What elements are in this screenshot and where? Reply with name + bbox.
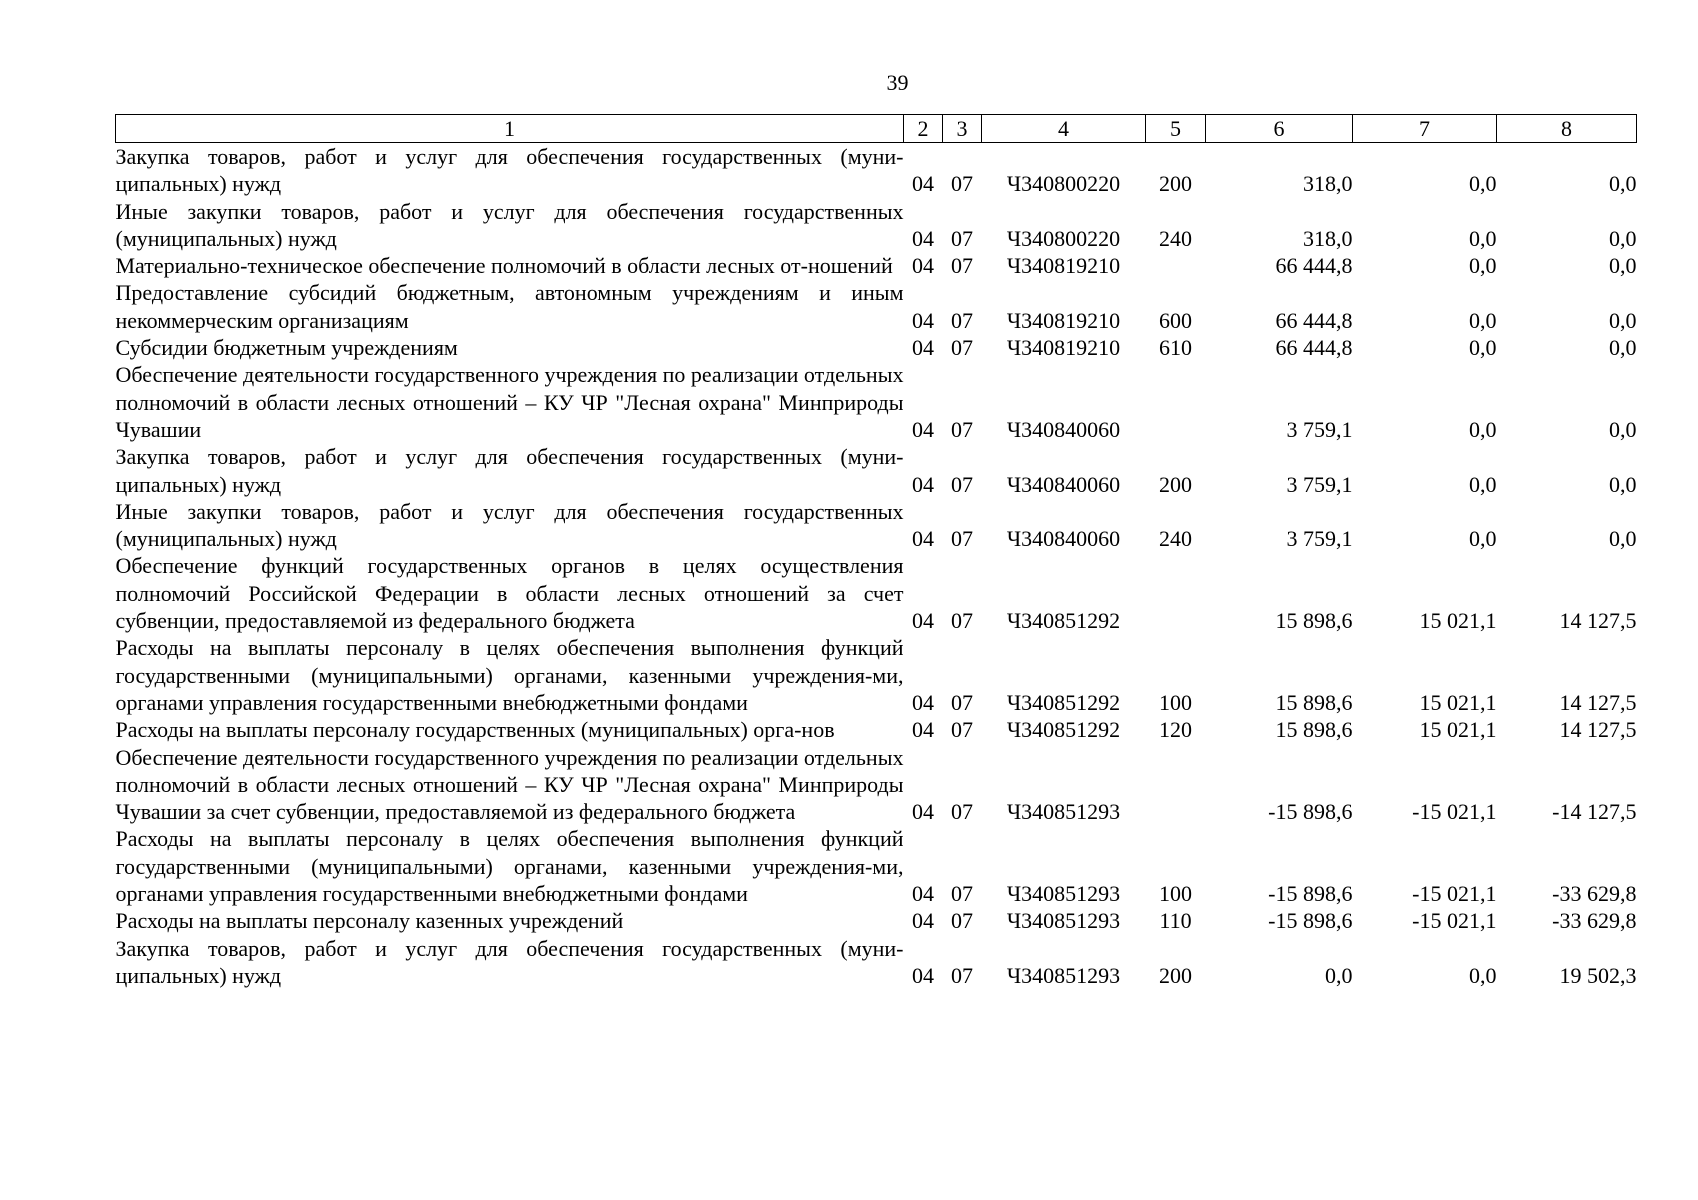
row-description: Обеспечение функций государственных органов в целях осуществления полномочий Российской Федерации в области лесных отношений за счет субвенции, предоставляемой из федерального бюджета xyxy=(115,553,904,634)
header-cell-7: 7 xyxy=(1353,115,1497,143)
row-expense-type xyxy=(1146,361,1206,443)
row-description: Обеспечение деятельности государственного учреждения по реализации отдельных полномочий в области лесных отношений – КУ ЧР "Лесная охрана" Минприроды Чувашии за счет субвенции, предоставляемой из федерального бюджета xyxy=(115,744,904,825)
header-cell-8: 8 xyxy=(1497,115,1637,143)
row-target-article: Ч340851293 xyxy=(1006,908,1121,934)
row-subsection-code: 07 xyxy=(951,225,973,251)
row-amount-col7: 0,0 xyxy=(1469,471,1497,497)
row-expense-type: 200 xyxy=(1159,471,1192,497)
row-amount-col6: 318,0 xyxy=(1303,225,1353,251)
row-expense-type: 240 xyxy=(1159,225,1192,251)
header-cell-6: 6 xyxy=(1206,115,1353,143)
table-row xyxy=(116,361,1637,443)
row-subsection-code: 07 xyxy=(951,335,973,361)
row-amount-col8: 0,0 xyxy=(1609,416,1637,442)
row-description: Расходы на выплаты персоналу в целях обеспечения выполнения функций государственными (муниципальными) органами, казенными учреждения-ми, органами управления государственными внебюджетными фондами xyxy=(115,635,904,715)
row-amount-col6: 3 759,1 xyxy=(1286,526,1353,552)
row-amount-col7: 0,0 xyxy=(1469,225,1497,251)
row-expense-type: 610 xyxy=(1159,335,1192,361)
table-row xyxy=(116,552,1637,634)
row-expense-type: 110 xyxy=(1159,908,1192,934)
row-amount-col7: -15 021,1 xyxy=(1412,881,1497,907)
row-amount-col7: 0,0 xyxy=(1469,253,1497,279)
row-amount-col6: 0,0 xyxy=(1325,962,1353,988)
row-expense-type: 120 xyxy=(1159,717,1192,743)
row-amount-col8: 14 127,5 xyxy=(1559,689,1637,715)
row-amount-col6: 15 898,6 xyxy=(1275,717,1353,743)
row-expense-type: 200 xyxy=(1159,962,1192,988)
row-section-code: 04 xyxy=(912,608,934,634)
table-row xyxy=(116,744,1637,826)
row-amount-col6: -15 898,6 xyxy=(1268,881,1353,907)
row-subsection-code: 07 xyxy=(951,717,973,743)
row-subsection-code: 07 xyxy=(951,962,973,988)
row-section-code: 04 xyxy=(912,526,934,552)
row-section-code: 04 xyxy=(912,799,934,825)
row-target-article: Ч340819210 xyxy=(1006,253,1121,279)
row-amount-col7: -15 021,1 xyxy=(1412,908,1497,934)
row-target-article: Ч340840060 xyxy=(1006,416,1121,442)
budget-table xyxy=(115,114,1637,989)
row-subsection-code: 07 xyxy=(951,171,973,197)
row-section-code: 04 xyxy=(912,881,934,907)
row-target-article: Ч340851292 xyxy=(1006,608,1121,634)
header-row xyxy=(116,115,1637,143)
row-amount-col7: 0,0 xyxy=(1469,962,1497,988)
row-amount-col8: -33 629,8 xyxy=(1552,881,1637,907)
header-cell-4: 4 xyxy=(982,115,1146,143)
row-amount-col8: 14 127,5 xyxy=(1559,717,1637,743)
row-expense-type xyxy=(1146,252,1206,279)
header-cell-5: 5 xyxy=(1146,115,1206,143)
row-description: Предоставление субсидий бюджетным, автономным учреждениям и иным некоммерческим организациям xyxy=(115,280,904,333)
row-expense-type xyxy=(1146,552,1206,634)
row-description: Расходы на выплаты персоналу казенных учреждений xyxy=(115,908,624,934)
row-amount-col6: 318,0 xyxy=(1303,171,1353,197)
row-amount-col8: 0,0 xyxy=(1609,253,1637,279)
row-section-code: 04 xyxy=(912,962,934,988)
row-section-code: 04 xyxy=(912,253,934,279)
row-section-code: 04 xyxy=(912,689,934,715)
row-amount-col8: -14 127,5 xyxy=(1552,799,1637,825)
row-amount-col6: 66 444,8 xyxy=(1275,307,1353,333)
row-subsection-code: 07 xyxy=(951,526,973,552)
row-target-article: Ч340800220 xyxy=(1006,171,1121,197)
row-amount-col6: 15 898,6 xyxy=(1275,689,1353,715)
row-section-code: 04 xyxy=(912,307,934,333)
row-target-article: Ч340819210 xyxy=(1006,307,1121,333)
row-expense-type: 600 xyxy=(1159,307,1192,333)
row-description: Закупка товаров, работ и услуг для обеспечения государственных (муни-ципальных) нужд xyxy=(115,144,904,197)
row-section-code: 04 xyxy=(912,335,934,361)
row-amount-col6: 15 898,6 xyxy=(1275,608,1353,634)
row-amount-col8: 0,0 xyxy=(1609,471,1637,497)
row-description: Материально-техническое обеспечение полномочий в области лесных от-ношений xyxy=(115,253,893,279)
table-row xyxy=(116,334,1637,361)
header-cell-1: 1 xyxy=(116,115,904,143)
row-description: Расходы на выплаты персоналу в целях обеспечения выполнения функций государственными (муниципальными) органами, казенными учреждения-ми, органами управления государственными внебюджетными фондами xyxy=(115,826,904,907)
row-subsection-code: 07 xyxy=(951,608,973,634)
row-amount-col8: 19 502,3 xyxy=(1559,962,1637,988)
row-target-article: Ч340851292 xyxy=(1006,689,1121,715)
row-subsection-code: 07 xyxy=(951,799,973,825)
row-amount-col8: 0,0 xyxy=(1609,307,1637,333)
table-row xyxy=(116,443,1637,498)
row-target-article: Ч340851293 xyxy=(1006,799,1121,825)
row-amount-col6: 3 759,1 xyxy=(1286,471,1353,497)
row-amount-col8: 0,0 xyxy=(1609,171,1637,197)
row-target-article: Ч340851293 xyxy=(1006,962,1121,988)
table-row xyxy=(116,825,1637,907)
row-description: Обеспечение деятельности государственного учреждения по реализации отдельных полномочий в области лесных отношений – КУ ЧР "Лесная охрана" Минприроды Чувашии xyxy=(115,362,904,442)
row-subsection-code: 07 xyxy=(951,689,973,715)
row-section-code: 04 xyxy=(912,225,934,251)
table-row xyxy=(116,252,1637,279)
row-description: Иные закупки товаров, работ и услуг для обеспечения государственных (муниципальных) нужд xyxy=(115,498,904,552)
row-expense-type: 240 xyxy=(1159,526,1192,552)
row-amount-col7: 0,0 xyxy=(1469,307,1497,333)
row-amount-col6: -15 898,6 xyxy=(1268,799,1353,825)
row-description: Закупка товаров, работ и услуг для обеспечения государственных (муни-ципальных) нужд xyxy=(115,444,904,497)
row-expense-type xyxy=(1146,744,1206,826)
row-amount-col7: 0,0 xyxy=(1469,335,1497,361)
header-cell-2: 2 xyxy=(904,115,943,143)
table-row xyxy=(116,279,1637,334)
row-subsection-code: 07 xyxy=(951,908,973,934)
row-amount-col6: -15 898,6 xyxy=(1268,908,1353,934)
table-row xyxy=(116,143,1637,198)
header-cell-3: 3 xyxy=(943,115,982,143)
page-number: 39 xyxy=(886,70,909,95)
row-description: Расходы на выплаты персоналу государственных (муниципальных) орга-нов xyxy=(115,717,835,743)
row-amount-col7: 15 021,1 xyxy=(1419,689,1497,715)
row-subsection-code: 07 xyxy=(951,881,973,907)
row-section-code: 04 xyxy=(912,416,934,442)
row-amount-col7: 15 021,1 xyxy=(1419,717,1497,743)
table-row xyxy=(116,935,1637,990)
row-expense-type: 100 xyxy=(1159,881,1192,907)
row-subsection-code: 07 xyxy=(951,416,973,442)
row-subsection-code: 07 xyxy=(951,471,973,497)
row-description: Закупка товаров, работ и услуг для обеспечения государственных (муни-ципальных) нужд xyxy=(115,935,904,988)
table-row xyxy=(116,498,1637,553)
row-target-article: Ч340851292 xyxy=(1006,717,1121,743)
row-section-code: 04 xyxy=(912,171,934,197)
row-amount-col7: 15 021,1 xyxy=(1419,608,1497,634)
row-subsection-code: 07 xyxy=(951,253,973,279)
row-amount-col6: 66 444,8 xyxy=(1275,253,1353,279)
row-description: Субсидии бюджетным учреждениям xyxy=(115,335,458,361)
table-row xyxy=(116,907,1637,934)
row-target-article: Ч340840060 xyxy=(1006,526,1121,552)
row-amount-col6: 66 444,8 xyxy=(1275,335,1353,361)
table-row xyxy=(116,634,1637,716)
row-target-article: Ч340819210 xyxy=(1006,335,1121,361)
row-subsection-code: 07 xyxy=(951,307,973,333)
row-target-article: Ч340840060 xyxy=(1006,471,1121,497)
table-row xyxy=(116,198,1637,253)
row-amount-col6: 3 759,1 xyxy=(1286,416,1353,442)
row-target-article: Ч340800220 xyxy=(1006,225,1121,251)
row-amount-col8: -33 629,8 xyxy=(1552,908,1637,934)
row-amount-col7: 0,0 xyxy=(1469,171,1497,197)
row-amount-col7: 0,0 xyxy=(1469,416,1497,442)
row-expense-type: 200 xyxy=(1159,171,1192,197)
row-amount-col8: 14 127,5 xyxy=(1559,608,1637,634)
row-expense-type: 100 xyxy=(1159,689,1192,715)
row-section-code: 04 xyxy=(912,717,934,743)
row-target-article: Ч340851293 xyxy=(1006,881,1121,907)
row-description: Иные закупки товаров, работ и услуг для обеспечения государственных (муниципальных) нужд xyxy=(115,198,904,251)
row-section-code: 04 xyxy=(912,908,934,934)
table-row xyxy=(116,716,1637,743)
row-amount-col7: 0,0 xyxy=(1469,526,1497,552)
row-amount-col8: 0,0 xyxy=(1609,526,1637,552)
row-amount-col7: -15 021,1 xyxy=(1412,799,1497,825)
row-section-code: 04 xyxy=(912,471,934,497)
row-amount-col8: 0,0 xyxy=(1609,225,1637,251)
row-amount-col8: 0,0 xyxy=(1609,335,1637,361)
